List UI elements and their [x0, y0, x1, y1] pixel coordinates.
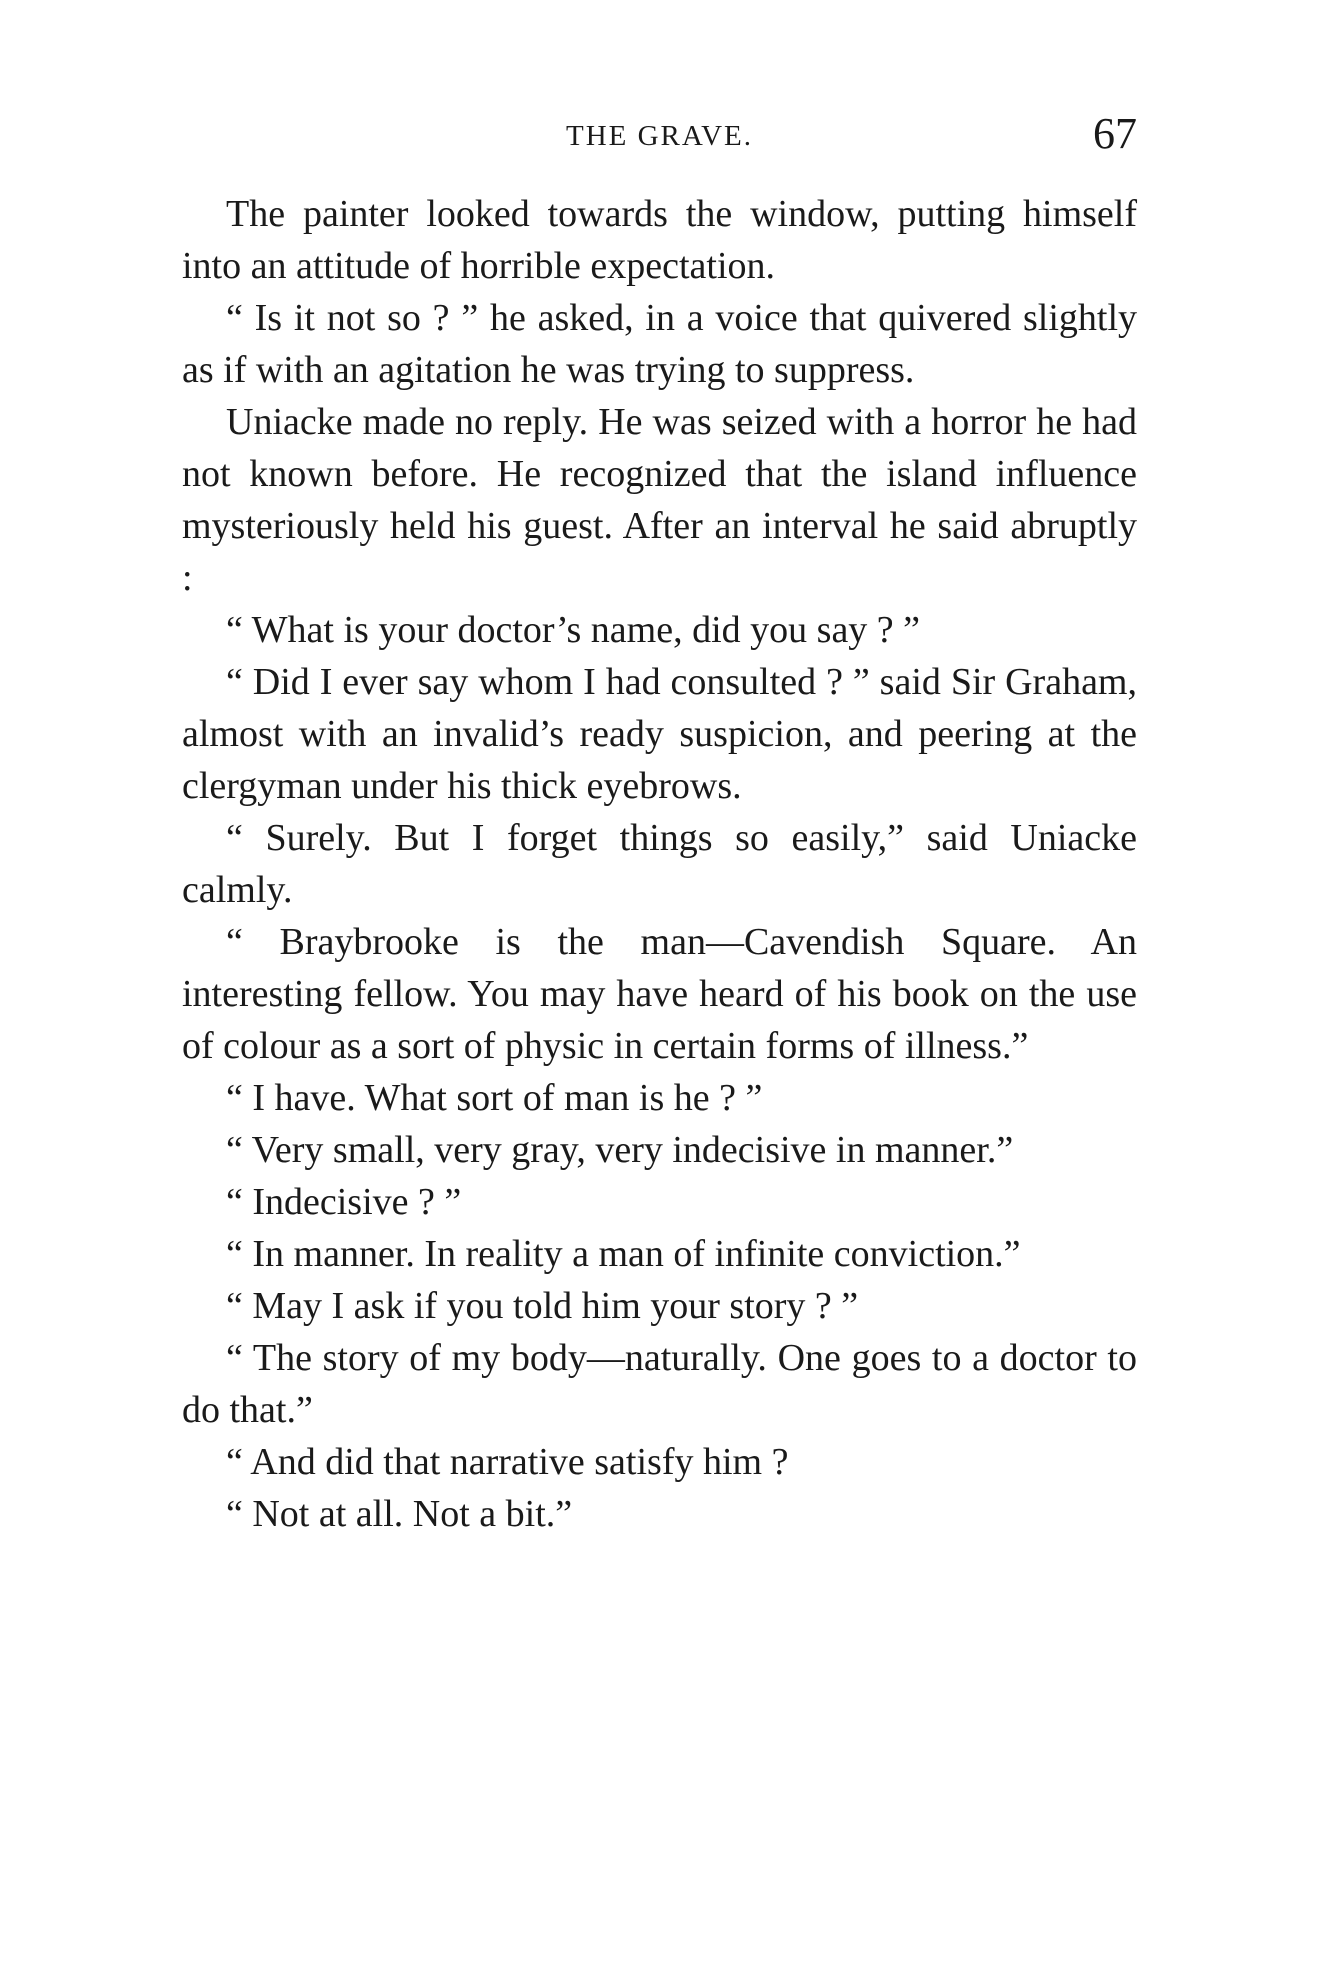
paragraph: The painter looked towards the window, putting himself into an attitude of horrible expectation. [182, 193, 1137, 287]
paragraph: “ Braybrooke is the man—Cavendish Square. An interesting fellow. You may have heard of his book on the use of colour as a sort of physic in certain forms of illness.” [182, 921, 1137, 1067]
paragraph: “ The story of my body—naturally. One goes to a doctor to do that.” [182, 1337, 1137, 1431]
page-number: 67 [1093, 109, 1137, 158]
paragraph: “ Surely. But I forget things so easily,” said Uniacke calmly. [182, 817, 1137, 911]
paragraph: “ Did I ever say whom I had consulted ? ” said Sir Graham, almost with an invalid’s ready suspicion, and peering at the clergyman under his thick eyebrows. [182, 661, 1137, 807]
paragraph: “ Is it not so ? ” he asked, in a voice that quivered slightly as if with an agitation he was trying to suppress. [182, 297, 1137, 391]
paragraph: “ Indecisive ? ” [226, 1181, 462, 1223]
paragraph: Uniacke made no reply. He was seized with a horror he had not known before. He recognized that the island influence mysteriously held his guest. After an interval he said abruptly : [182, 401, 1137, 599]
paragraph: “ I have. What sort of man is he ? ” [226, 1077, 763, 1119]
paragraph: “ In manner. In reality a man of infinite conviction.” [226, 1233, 1021, 1275]
paragraph: “ Not at all. Not a bit.” [226, 1493, 573, 1535]
paragraph: “ And did that narrative satisfy him ? [226, 1441, 789, 1483]
paragraph: “ May I ask if you told him your story ? ” [226, 1285, 859, 1327]
paragraph: “ What is your doctor’s name, did you say ? ” [226, 609, 921, 651]
body-text [182, 188, 1137, 1540]
paragraph: “ Very small, very gray, very indecisive in manner.” [226, 1129, 1014, 1171]
running-title: THE GRAVE. [565, 120, 754, 152]
running-head [182, 108, 1137, 168]
